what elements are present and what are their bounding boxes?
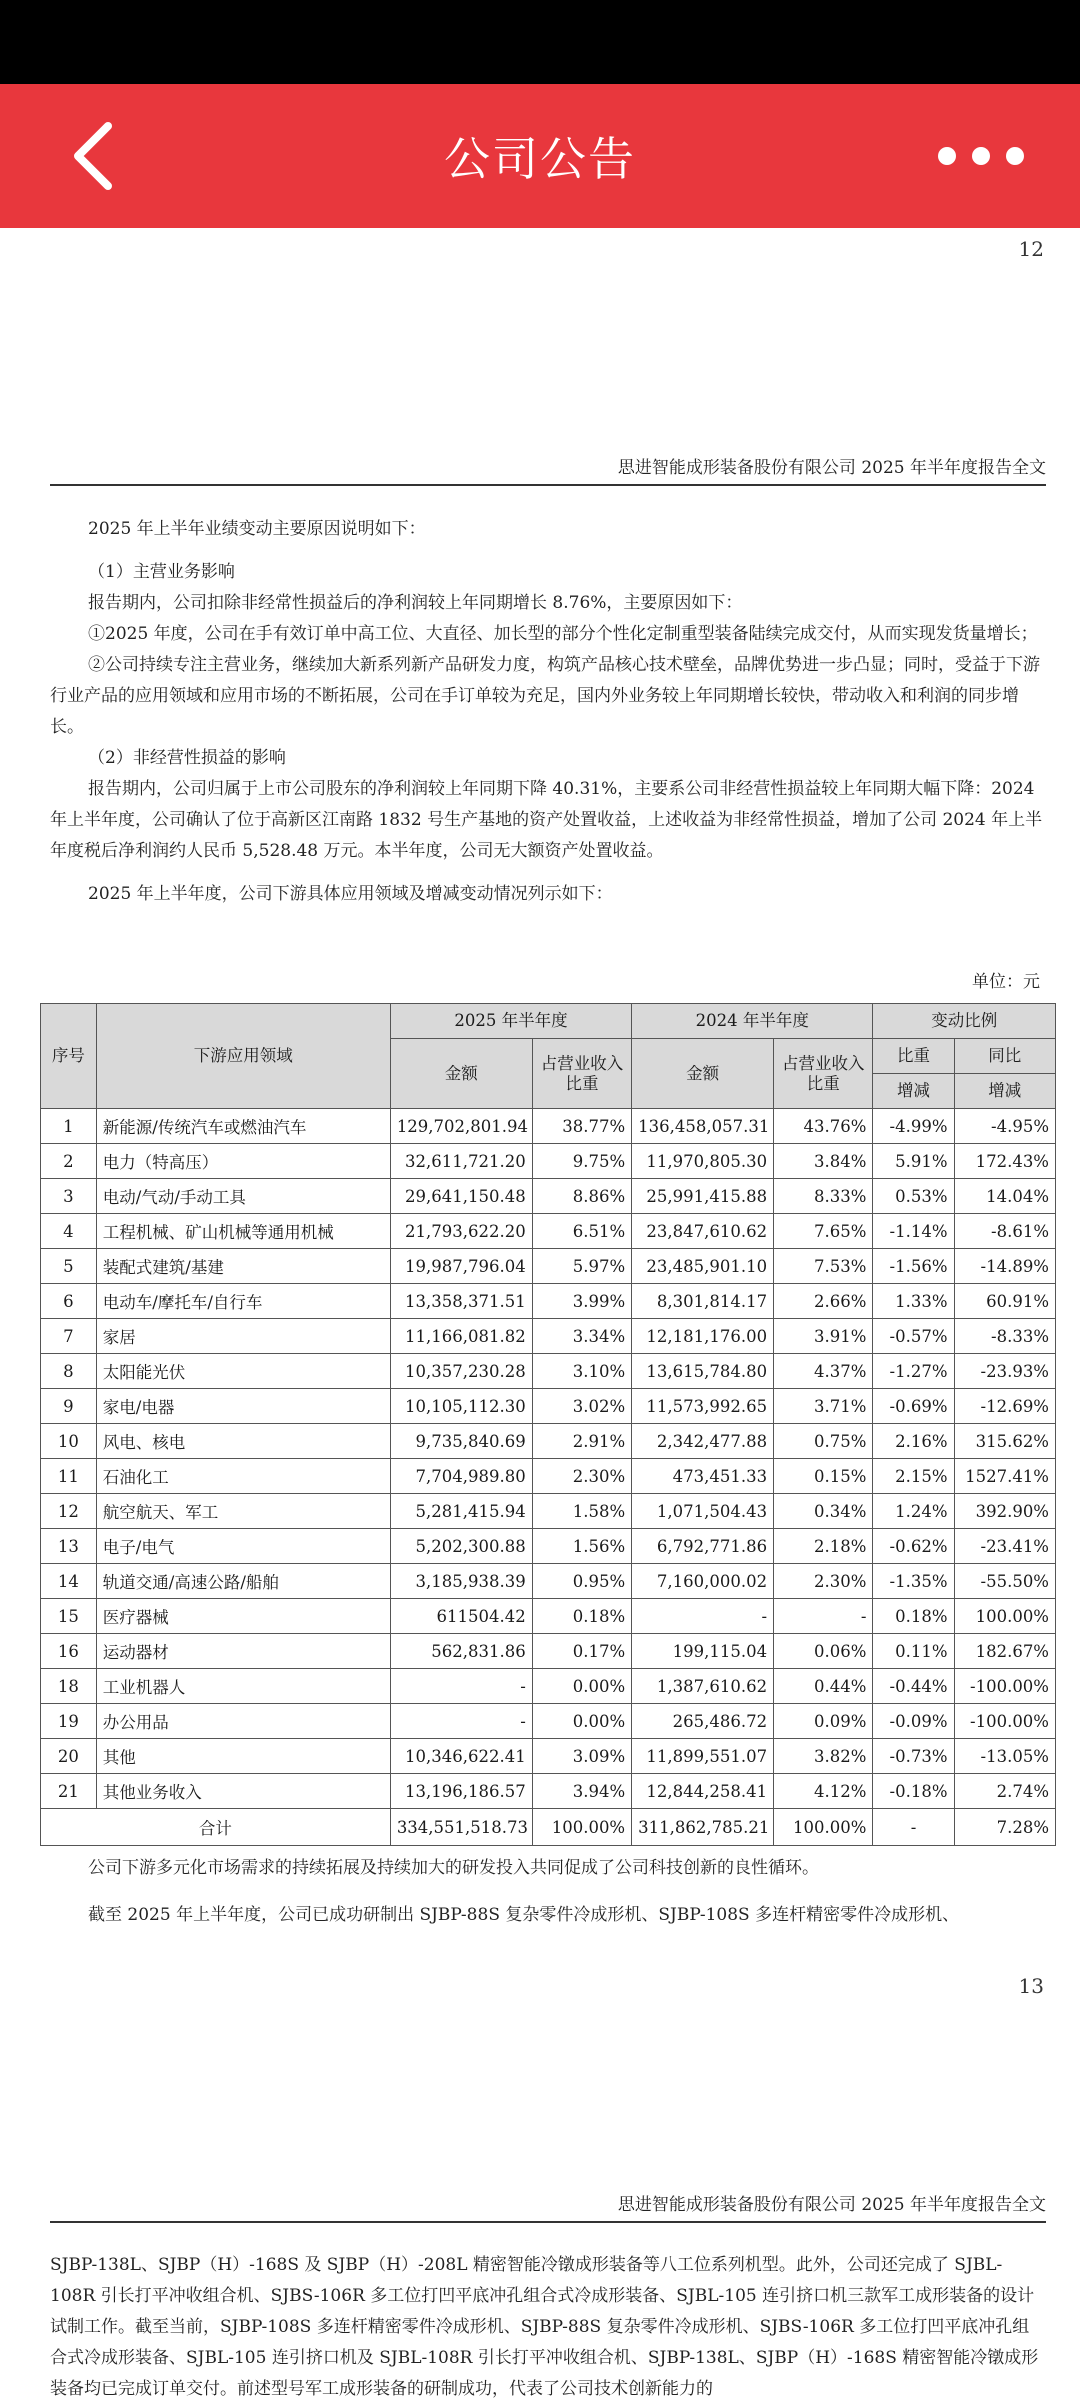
cell-yoy-delta: -8.33%	[954, 1319, 1055, 1354]
cell-amount-2024: -	[632, 1599, 774, 1634]
cell-amount-2025: 10,357,230.28	[390, 1354, 532, 1389]
cell-field: 航空航天、军工	[96, 1494, 390, 1529]
more-dots-icon	[938, 147, 956, 165]
cell-share-2024: -	[774, 1599, 873, 1634]
cell-share-2025: 3.34%	[532, 1319, 631, 1354]
cell-amount-2024: 473,451.33	[632, 1459, 774, 1494]
cell-field: 轨道交通/高速公路/船舶	[96, 1564, 390, 1599]
cell-yoy-delta: 60.91%	[954, 1284, 1055, 1319]
cell-share-2025: 3.99%	[532, 1284, 631, 1319]
cell-field: 家居	[96, 1319, 390, 1354]
table-row	[41, 1774, 1056, 1809]
cell-amount-2025: 3,185,938.39	[390, 1564, 532, 1599]
cell-seq: 9	[41, 1389, 97, 1424]
cell-share-2025: 0.00%	[532, 1704, 631, 1739]
cell-amount-2025: 11,166,081.82	[390, 1319, 532, 1354]
paragraph: 报告期内，公司归属于上市公司股东的净利润较上年同期下降 40.31%，主要系公司非经营性损益较上年同期大幅下降：2024 年上半年度，公司确认了位于高新区江南路 1832 号生产基地的资产处置收益，上述收益为非经常性损益，增加了公司 2024 年上半年度税后净利润约人民币 5,528.48 万元。本半年度，公司无大额资产处置收益。	[50, 779, 1043, 861]
cell-field: 电力（特高压）	[96, 1144, 390, 1179]
cell-yoy-delta: -12.69%	[954, 1389, 1055, 1424]
cell-amount-2025: 611504.42	[390, 1599, 532, 1634]
table-row	[41, 1179, 1056, 1214]
cell-amount-2024: 7,160,000.02	[632, 1564, 774, 1599]
cell-seq: 10	[41, 1424, 97, 1459]
cell-share-2025: 0.18%	[532, 1599, 631, 1634]
cell-ratio-delta: -0.18%	[873, 1774, 954, 1809]
cell-share-2025: 0.17%	[532, 1634, 631, 1669]
cell-amount-2024: 25,991,415.88	[632, 1179, 774, 1214]
header-share: 占营业收入比重	[774, 1039, 873, 1109]
cell-field: 石油化工	[96, 1459, 390, 1494]
cell-amount-2024: 11,899,551.07	[632, 1739, 774, 1774]
cell-seq: 16	[41, 1634, 97, 1669]
header-2025: 2025 年半年度	[390, 1004, 631, 1039]
app-bar	[0, 84, 1080, 228]
cell-share-2025: 2.91%	[532, 1424, 631, 1459]
cell-amount-2025: 32,611,721.20	[390, 1144, 532, 1179]
table-row	[41, 1669, 1056, 1704]
cell-yoy-delta: 100.00%	[954, 1599, 1055, 1634]
cell-share-2025: 3.02%	[532, 1389, 631, 1424]
cell-amount-2024: 13,615,784.80	[632, 1354, 774, 1389]
innovation-text	[50, 1853, 1044, 1931]
cell-ratio-delta: -0.73%	[873, 1739, 954, 1774]
cell-share-2024: 0.09%	[774, 1704, 873, 1739]
header-field: 下游应用领域	[96, 1004, 390, 1109]
cell-total-label: 合计	[41, 1809, 391, 1846]
table-row	[41, 1214, 1056, 1249]
header-seq: 序号	[41, 1004, 97, 1109]
cell-field: 太阳能光伏	[96, 1354, 390, 1389]
cell-ratio-delta: 0.53%	[873, 1179, 954, 1214]
cell-field: 运动器材	[96, 1634, 390, 1669]
cell-share-2024: 43.76%	[774, 1109, 873, 1144]
cell-amount-2025: 10,346,622.41	[390, 1739, 532, 1774]
cell-field: 工程机械、矿山机械等通用机械	[96, 1214, 390, 1249]
cell-field: 装配式建筑/基建	[96, 1249, 390, 1284]
performance-explanation	[50, 514, 1044, 910]
cell-share-2024: 7.53%	[774, 1249, 873, 1284]
cell-yoy-delta: 315.62%	[954, 1424, 1055, 1459]
cell-share-2025: 3.09%	[532, 1739, 631, 1774]
table-row	[41, 1389, 1056, 1424]
cell-share-2025: 3.10%	[532, 1354, 631, 1389]
cell-amount-2025: 21,793,622.20	[390, 1214, 532, 1249]
cell-amount-2024: 2,342,477.88	[632, 1424, 774, 1459]
cell-seq: 14	[41, 1564, 97, 1599]
cell-seq: 21	[41, 1774, 97, 1809]
cell-yoy-delta: 182.67%	[954, 1634, 1055, 1669]
cell-share-2024: 8.33%	[774, 1179, 873, 1214]
cell-field: 家电/电器	[96, 1389, 390, 1424]
cell-amount-2025: 562,831.86	[390, 1634, 532, 1669]
cell-yoy-delta: -23.41%	[954, 1529, 1055, 1564]
cell-amount-2025: 19,987,796.04	[390, 1249, 532, 1284]
cell-seq: 12	[41, 1494, 97, 1529]
status-bar	[0, 0, 1080, 84]
cell-seq: 20	[41, 1739, 97, 1774]
cell-ratio-delta: -0.09%	[873, 1704, 954, 1739]
cell-share-2025: 1.58%	[532, 1494, 631, 1529]
table-total-row	[41, 1809, 1056, 1846]
cell-amount-2024: 12,844,258.41	[632, 1774, 774, 1809]
cell-amount-2025: 7,704,989.80	[390, 1459, 532, 1494]
cell-amount-2024: 1,387,610.62	[632, 1669, 774, 1704]
cell-amount-2024: 265,486.72	[632, 1704, 774, 1739]
cell-field: 电动车/摩托车/自行车	[96, 1284, 390, 1319]
cell-ratio-delta: -0.69%	[873, 1389, 954, 1424]
cell-amount-2024: 8,301,814.17	[632, 1284, 774, 1319]
cell-share-2025: 1.56%	[532, 1529, 631, 1564]
cell-ratio-delta: 5.91%	[873, 1144, 954, 1179]
cell-ratio-delta: -4.99%	[873, 1109, 954, 1144]
cell-seq: 11	[41, 1459, 97, 1494]
header-delta: 增减	[873, 1074, 954, 1109]
cell-amount-2024: 11,970,805.30	[632, 1144, 774, 1179]
table-row	[41, 1564, 1056, 1599]
cell-share-2024: 0.34%	[774, 1494, 873, 1529]
cell-ratio-delta: 1.24%	[873, 1494, 954, 1529]
cell-ratio-delta: -0.57%	[873, 1319, 954, 1354]
cell-field: 其他业务收入	[96, 1774, 390, 1809]
cell-seq: 8	[41, 1354, 97, 1389]
table-row	[41, 1634, 1056, 1669]
cell-yoy-delta: 7.28%	[954, 1809, 1055, 1846]
cell-share-2025: 0.95%	[532, 1564, 631, 1599]
cell-amount-2025: 9,735,840.69	[390, 1424, 532, 1459]
page-number: 12	[1018, 237, 1044, 261]
header-amount: 金额	[632, 1039, 774, 1109]
table-row	[41, 1494, 1056, 1529]
paragraph: 公司下游多元化市场需求的持续拓展及持续加大的研发投入共同促成了公司科技创新的良性循环。	[88, 1858, 819, 1878]
cell-share-2024: 0.15%	[774, 1459, 873, 1494]
cell-amount-2025: -	[390, 1704, 532, 1739]
cell-yoy-delta: -8.61%	[954, 1214, 1055, 1249]
paragraph: 截至 2025 年上半年度，公司已成功研制出 SJBP-88S 复杂零件冷成形机、SJBP-108S 多连杆精密零件冷成形机、	[88, 1905, 960, 1925]
more-options-button[interactable]	[938, 136, 1024, 176]
cell-ratio-delta: 1.33%	[873, 1284, 954, 1319]
paragraph: ①2025 年度，公司在手有效订单中高工位、大直径、加长型的部分个性化定制重型装备陆续完成交付，从而实现发货量增长；	[88, 624, 1038, 644]
cell-share-2024: 3.71%	[774, 1389, 873, 1424]
cell-yoy-delta: -13.05%	[954, 1739, 1055, 1774]
cell-share-2024: 0.44%	[774, 1669, 873, 1704]
cell-amount-2025: -	[390, 1669, 532, 1704]
cell-share-2024: 2.30%	[774, 1564, 873, 1599]
table-row	[41, 1354, 1056, 1389]
table-row	[41, 1319, 1056, 1354]
header-share: 占营业收入比重	[532, 1039, 631, 1109]
cell-seq: 6	[41, 1284, 97, 1319]
cell-share-2024: 2.18%	[774, 1529, 873, 1564]
cell-share-2025: 100.00%	[532, 1809, 631, 1846]
header-yoy: 同比	[954, 1039, 1055, 1074]
cell-share-2024: 2.66%	[774, 1284, 873, 1319]
cell-ratio-delta: -1.35%	[873, 1564, 954, 1599]
cell-ratio-delta: 2.15%	[873, 1459, 954, 1494]
header-2024: 2024 年半年度	[632, 1004, 873, 1039]
cell-amount-2025: 334,551,518.73	[390, 1809, 532, 1846]
cell-share-2025: 3.94%	[532, 1774, 631, 1809]
table-row	[41, 1249, 1056, 1284]
paragraph: ②公司持续专注主营业务，继续加大新系列新产品研发力度，构筑产品核心技术壁垒，品牌优势进一步凸显；同时，受益于下游行业产品的应用领域和应用市场的不断拓展，公司在手订单较为充足，国内外业务较上年同期增长较快，带动收入和利润的同步增长。	[50, 655, 1040, 737]
cell-amount-2024: 23,847,610.62	[632, 1214, 774, 1249]
cell-share-2025: 5.97%	[532, 1249, 631, 1284]
cell-ratio-delta: -0.44%	[873, 1669, 954, 1704]
cell-yoy-delta: -100.00%	[954, 1704, 1055, 1739]
cell-yoy-delta: 2.74%	[954, 1774, 1055, 1809]
cell-amount-2025: 5,281,415.94	[390, 1494, 532, 1529]
cell-amount-2025: 10,105,112.30	[390, 1389, 532, 1424]
cell-amount-2024: 11,573,992.65	[632, 1389, 774, 1424]
header-amount: 金额	[390, 1039, 532, 1109]
cell-yoy-delta: 392.90%	[954, 1494, 1055, 1529]
cell-share-2024: 0.75%	[774, 1424, 873, 1459]
table-row	[41, 1704, 1056, 1739]
cell-share-2025: 2.30%	[532, 1459, 631, 1494]
back-chevron-icon	[64, 120, 128, 192]
cell-seq: 18	[41, 1669, 97, 1704]
cell-ratio-delta: 2.16%	[873, 1424, 954, 1459]
cell-field: 风电、核电	[96, 1424, 390, 1459]
cell-share-2025: 8.86%	[532, 1179, 631, 1214]
header-ratio: 比重	[873, 1039, 954, 1074]
page-number: 13	[1018, 1974, 1044, 1998]
cell-field: 电动/气动/手动工具	[96, 1179, 390, 1214]
cell-yoy-delta: -4.95%	[954, 1109, 1055, 1144]
cell-share-2024: 3.91%	[774, 1319, 873, 1354]
downstream-revenue-table	[40, 1003, 1056, 1846]
cell-amount-2024: 311,862,785.21	[632, 1809, 774, 1846]
table-row	[41, 1529, 1056, 1564]
cell-share-2024: 100.00%	[774, 1809, 873, 1846]
cell-share-2024: 0.06%	[774, 1634, 873, 1669]
paragraph: 2025 年上半年业绩变动主要原因说明如下：	[88, 519, 426, 539]
cell-field: 办公用品	[96, 1704, 390, 1739]
cell-share-2025: 38.77%	[532, 1109, 631, 1144]
cell-yoy-delta: -14.89%	[954, 1249, 1055, 1284]
continued-text	[50, 2250, 1044, 2408]
cell-seq: 2	[41, 1144, 97, 1179]
table-row	[41, 1109, 1056, 1144]
cell-yoy-delta: 1527.41%	[954, 1459, 1055, 1494]
cell-share-2024: 7.65%	[774, 1214, 873, 1249]
cell-share-2025: 0.00%	[532, 1669, 631, 1704]
cell-ratio-delta: 0.11%	[873, 1634, 954, 1669]
section-heading: （2）非经营性损益的影响	[88, 748, 286, 768]
table-row	[41, 1424, 1056, 1459]
cell-seq: 7	[41, 1319, 97, 1354]
header-delta: 增减	[954, 1074, 1055, 1109]
cell-seq: 19	[41, 1704, 97, 1739]
cell-yoy-delta: 172.43%	[954, 1144, 1055, 1179]
cell-seq: 1	[41, 1109, 97, 1144]
cell-amount-2025: 13,358,371.51	[390, 1284, 532, 1319]
cell-amount-2025: 5,202,300.88	[390, 1529, 532, 1564]
cell-yoy-delta: 14.04%	[954, 1179, 1055, 1214]
cell-ratio-delta: 0.18%	[873, 1599, 954, 1634]
table-row	[41, 1739, 1056, 1774]
cell-seq: 15	[41, 1599, 97, 1634]
cell-yoy-delta: -100.00%	[954, 1669, 1055, 1704]
cell-amount-2024: 1,071,504.43	[632, 1494, 774, 1529]
table-row	[41, 1284, 1056, 1319]
table-row	[41, 1599, 1056, 1634]
paragraph: 2025 年上半年度，公司下游具体应用领域及增减变动情况列示如下：	[88, 884, 613, 904]
cell-amount-2025: 13,196,186.57	[390, 1774, 532, 1809]
cell-amount-2024: 12,181,176.00	[632, 1319, 774, 1354]
cell-seq: 5	[41, 1249, 97, 1284]
table-row	[41, 1459, 1056, 1494]
cell-amount-2024: 199,115.04	[632, 1634, 774, 1669]
cell-share-2024: 3.82%	[774, 1739, 873, 1774]
cell-field: 医疗器械	[96, 1599, 390, 1634]
cell-field: 新能源/传统汽车或燃油汽车	[96, 1109, 390, 1144]
cell-seq: 13	[41, 1529, 97, 1564]
page-title: 公司公告	[444, 132, 636, 186]
report-header: 思进智能成形装备股份有限公司 2025 年半年度报告全文	[50, 2190, 1046, 2223]
cell-amount-2024: 136,458,057.31	[632, 1109, 774, 1144]
cell-amount-2025: 129,702,801.94	[390, 1109, 532, 1144]
paragraph: 报告期内，公司扣除非经常性损益后的净利润较上年同期增长 8.76%，主要原因如下：	[88, 593, 743, 613]
section-heading: （1）主营业务影响	[88, 562, 235, 582]
cell-ratio-delta: -1.14%	[873, 1214, 954, 1249]
cell-share-2024: 4.12%	[774, 1774, 873, 1809]
cell-share-2025: 9.75%	[532, 1144, 631, 1179]
cell-ratio-delta: -1.27%	[873, 1354, 954, 1389]
cell-yoy-delta: -23.93%	[954, 1354, 1055, 1389]
report-header: 思进智能成形装备股份有限公司 2025 年半年度报告全文	[50, 453, 1046, 486]
cell-ratio-delta: -0.62%	[873, 1529, 954, 1564]
more-dot	[972, 147, 990, 165]
cell-share-2025: 6.51%	[532, 1214, 631, 1249]
cell-yoy-delta: -55.50%	[954, 1564, 1055, 1599]
back-button[interactable]	[64, 120, 128, 192]
cell-share-2024: 4.37%	[774, 1354, 873, 1389]
cell-ratio-delta: -	[873, 1809, 954, 1846]
more-dot	[1006, 147, 1024, 165]
cell-share-2024: 3.84%	[774, 1144, 873, 1179]
cell-field: 其他	[96, 1739, 390, 1774]
cell-ratio-delta: -1.56%	[873, 1249, 954, 1284]
cell-field: 工业机器人	[96, 1669, 390, 1704]
cell-amount-2024: 23,485,901.10	[632, 1249, 774, 1284]
header-change: 变动比例	[873, 1004, 1056, 1039]
paragraph: SJBP-138L、SJBP（H）-168S 及 SJBP（H）-208L 精密智能冷镦成形装备等八工位系列机型。此外，公司还完成了 SJBL-108R 引长打平冲收组合机、SJBS-106R 多工位打凹平底冲孔组合式冷成形装备、SJBL-105 连引挤口机三款军工成形装备的设计试制工作。截至当前，SJBP-108S 多连杆精密零件冷成形机、SJBP-88S 复杂零件冷成形机、SJBS-106R 多工位打凹平底冲孔组合式冷成形装备、SJBL-105 连引挤口机及 SJBL-108R 引长打平冲收组合机、SJBP-138L、SJBP（H）-168S 精密智能冷镦成形装备均已完成订单交付。前述型号军工成形装备的研制成功，代表了公司技术创新能力的	[50, 2255, 1039, 2399]
table-body	[41, 1109, 1056, 1846]
cell-amount-2024: 6,792,771.86	[632, 1529, 774, 1564]
cell-field: 电子/电气	[96, 1529, 390, 1564]
cell-seq: 4	[41, 1214, 97, 1249]
unit-label: 单位：元	[972, 972, 1040, 992]
cell-amount-2025: 29,641,150.48	[390, 1179, 532, 1214]
cell-seq: 3	[41, 1179, 97, 1214]
table-row	[41, 1144, 1056, 1179]
